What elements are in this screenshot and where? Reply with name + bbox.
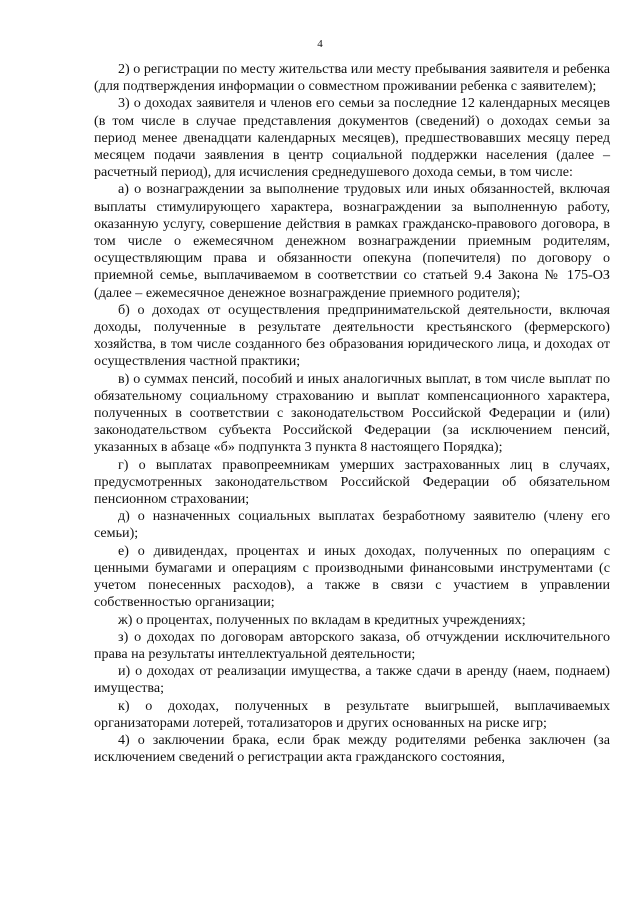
paragraph-item-4: 4) о заключении брака, если брак между родителями ребенка заключен (за исключением сведений о регистрации акта гражданского состояния, [94,731,610,766]
subparagraph-k: к) о доходах, полученных в результате выигрышей, выплачиваемых организаторами лотерей, тотализаторов и других основанных на риске игр; [94,697,610,731]
subparagraph-z: з) о доходах по договорам авторского заказа, об отчуждении исключительного права на результаты интеллектуальной деятельности; [94,628,610,662]
document-body [94,61,610,766]
subparagraph-a: а) о вознаграждении за выполнение трудовых или иных обязанностей, включая выплаты стимулирующего характера, вознаграждении за выполненную работу, оказанную услугу, совершение действия в рамках гражданско-правового договора, в том числе о ежемесячном денежном вознаграждении приемным родителям, осуществляющим права и обязанности опекуна (попечителя) по договору о приемной семье, выплачиваемом в соответствии со статьей 9.4 Закона № 175-ОЗ (далее – ежемесячное денежное вознаграждение приемного родителя); [94,181,610,301]
paragraph-item-3: 3) о доходах заявителя и членов его семьи за последние 12 календарных месяцев (в том числе в случае представления документов (сведений) о доходах семьи за период менее двенадцати календарных месяцев), предшествовавших месяцу перед месяцем подачи заявления в центр социальной поддержки населения (далее – расчетный период), для исчисления среднедушевого дохода семьи, в том числе: [94,95,610,181]
paragraph-item-2: 2) о регистрации по месту жительства или месту пребывания заявителя и ребенка (для подтверждения информации о совместном проживании ребенка с заявителем); [94,61,611,95]
subparagraph-d: д) о назначенных социальных выплатах безработному заявителю (члену его семьи); [94,508,610,542]
subparagraph-g: г) о выплатах правопреемникам умерших застрахованных лиц в случаях, предусмотренных законодательством Российской Федерации об обязательном пенсионном страховании; [94,456,610,508]
subparagraph-zh: ж) о процентах, полученных по вкладам в кредитных учреждениях; [118,611,526,628]
subparagraph-v: в) о суммах пенсий, пособий и иных аналогичных выплат, в том числе выплат по обязательному социальному страхованию и выплат компенсационного характера, полученных в соответствии с законодательством Российской Федерации и (или) законодательством субъекта Российской Федерации (за исключением пенсий, указанных в абзаце «б» подпункта 3 пункта 8 настоящего Порядка); [94,370,610,456]
page-number: 4 [317,38,323,50]
subparagraph-e: е) о дивидендах, процентах и иных доходах, полученных по операциям с ценными бумагами и операциям с производными финансовыми инструментами (с учетом понесенных расходов), а также в связи с участием в управлении собственностью организации; [94,542,610,611]
subparagraph-b: б) о доходах от осуществления предпринимательской деятельности, включая доходы, полученные в результате деятельности крестьянского (фермерского) хозяйства, в том числе созданного без образования юридического лица, и доходах от осуществления частной практики; [94,301,610,370]
subparagraph-i: и) о доходах от реализации имущества, а также сдачи в аренду (наем, поднаем) имущества; [94,663,610,697]
